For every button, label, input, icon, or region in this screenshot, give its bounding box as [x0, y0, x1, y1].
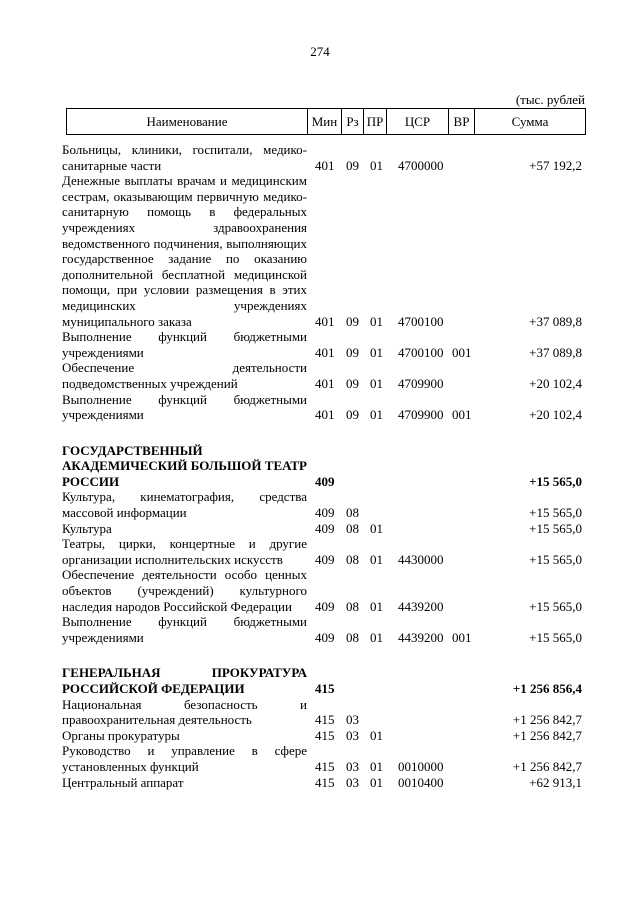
row-name: Выполнение функций бюджетными учреждениями — [62, 391, 307, 423]
row-rz: 03 — [346, 727, 359, 743]
row-min: 401 — [315, 313, 335, 329]
row-min: 401 — [315, 344, 335, 360]
section-gap — [62, 645, 592, 665]
row-name: Больницы, клиники, госпитали, медико-санитарные части — [62, 142, 307, 173]
row-pr: 01 — [370, 598, 383, 614]
column-header-rz: Рз — [342, 109, 364, 135]
row-sum: +20 102,4 — [529, 407, 582, 423]
row-sum: +15 565,0 — [529, 598, 582, 614]
row-min: 409 — [315, 473, 335, 489]
row-name: Обеспечение деятельности особо ценных объектов (учреждений) культурного наследия народов Российской Федерации — [62, 567, 307, 614]
table-row — [62, 392, 592, 423]
row-rz: 03 — [346, 758, 359, 774]
row-min: 415 — [315, 774, 335, 790]
row-min: 401 — [315, 157, 335, 173]
row-sum: +15 565,0 — [529, 505, 582, 521]
row-name: ГЕНЕРАЛЬНАЯ ПРОКУРАТУРА РОССИЙСКОЙ ФЕДЕРАЦИИ — [62, 665, 307, 696]
row-rz: 08 — [346, 629, 359, 645]
row-name: Руководство и управление в сфере установленных функций — [62, 743, 307, 774]
section-header-row — [62, 443, 592, 490]
table-row — [62, 360, 592, 391]
column-header-name: Наименование — [67, 109, 308, 135]
row-rz: 03 — [346, 712, 359, 728]
row-min: 409 — [315, 505, 335, 521]
row-pr: 01 — [370, 313, 383, 329]
row-rz: 08 — [346, 551, 359, 567]
row-vr: 001 — [452, 629, 472, 645]
row-pr: 01 — [370, 520, 383, 536]
column-header-min: Мин — [308, 109, 342, 135]
section-header-row — [62, 665, 592, 696]
row-rz: 03 — [346, 774, 359, 790]
row-min: 409 — [315, 598, 335, 614]
row-name: Денежные выплаты врачам и медицинским сестрам, оказывающим первичную медико-санитарную помощь в федеральных учреждениях здравоохранения ведомственного подчинения, выполняющих государственное задание по оказанию дополнительной бесплатной медицинской помощи, при условии размещения в этих медицинских учреждениях муниципального заказа — [62, 173, 307, 329]
row-sum: +1 256 842,7 — [512, 712, 582, 728]
row-rz: 09 — [346, 313, 359, 329]
row-csr: 4430000 — [398, 551, 444, 567]
page-number: 274 — [310, 44, 330, 59]
row-min: 415 — [315, 758, 335, 774]
table-row — [62, 697, 592, 728]
row-pr: 01 — [370, 407, 383, 423]
table-header — [66, 108, 586, 135]
row-sum: +15 565,0 — [529, 629, 582, 645]
row-sum: +20 102,4 — [529, 375, 582, 391]
table-row — [62, 142, 592, 173]
row-min: 409 — [315, 520, 335, 536]
row-min: 415 — [315, 712, 335, 728]
row-rz: 09 — [346, 157, 359, 173]
row-min: 409 — [315, 551, 335, 567]
row-rz: 09 — [346, 375, 359, 391]
row-csr: 4700100 — [398, 344, 444, 360]
row-sum: +1 256 842,7 — [512, 727, 582, 743]
row-sum: +62 913,1 — [529, 774, 582, 790]
row-name: Национальная безопасность и правоохранительная деятельность — [62, 696, 307, 728]
unit-label: (тыс. рублей — [515, 92, 585, 107]
row-min: 401 — [315, 375, 335, 391]
row-pr: 01 — [370, 727, 383, 743]
table-row — [62, 536, 592, 567]
row-csr: 4439200 — [398, 598, 444, 614]
row-name: ГОСУДАРСТВЕННЫЙ АКАДЕМИЧЕСКИЙ БОЛЬШОЙ ТЕАТР РОССИИ — [62, 442, 307, 489]
row-name: Театры, цирки, концертные и другие организации исполнительских искусств — [62, 536, 307, 567]
row-rz: 08 — [346, 598, 359, 614]
row-min: 415 — [315, 727, 335, 743]
row-vr: 001 — [452, 407, 472, 423]
row-sum: +1 256 856,4 — [512, 681, 582, 696]
row-rz: 08 — [346, 505, 359, 521]
row-sum: +15 565,0 — [529, 473, 582, 489]
row-pr: 01 — [370, 551, 383, 567]
row-sum: +1 256 842,7 — [512, 758, 582, 774]
row-csr: 4700000 — [398, 157, 444, 173]
row-sum: +15 565,0 — [529, 520, 582, 536]
row-rz: 09 — [346, 407, 359, 423]
column-header-csr: ЦСР — [387, 109, 449, 135]
row-name: Центральный аппарат — [62, 774, 184, 790]
table-row — [62, 329, 592, 360]
row-name: Выполнение функций бюджетными учреждениями — [62, 329, 307, 360]
row-csr: 4700100 — [398, 313, 444, 329]
table-row — [62, 743, 592, 774]
row-pr: 01 — [370, 629, 383, 645]
row-min: 401 — [315, 407, 335, 423]
table-row — [62, 173, 592, 329]
row-name: Выполнение функций бюджетными учреждениями — [62, 614, 307, 645]
row-pr: 01 — [370, 157, 383, 173]
row-sum: +37 089,8 — [529, 313, 582, 329]
row-sum: +37 089,8 — [529, 344, 582, 360]
row-name: Обеспечение деятельности подведомственных учреждений — [62, 360, 307, 391]
row-csr: 4709900 — [398, 375, 444, 391]
row-csr: 0010000 — [398, 758, 444, 774]
column-header-pr: ПР — [364, 109, 387, 135]
row-pr: 01 — [370, 758, 383, 774]
section-gap — [62, 423, 592, 443]
row-rz: 09 — [346, 344, 359, 360]
row-sum: +15 565,0 — [529, 551, 582, 567]
row-sum: +57 192,2 — [529, 157, 582, 173]
row-pr: 01 — [370, 774, 383, 790]
table-row — [62, 775, 592, 791]
table-row — [62, 614, 592, 645]
budget-table-body — [62, 142, 592, 790]
row-min: 415 — [315, 681, 335, 696]
row-name: Органы прокуратуры — [62, 727, 180, 743]
column-header-sum: Сумма — [475, 109, 586, 135]
row-vr: 001 — [452, 344, 472, 360]
row-name: Культура, кинематография, средства массовой информации — [62, 489, 307, 521]
row-pr: 01 — [370, 344, 383, 360]
row-rz: 08 — [346, 520, 359, 536]
row-csr: 0010400 — [398, 774, 444, 790]
table-row — [62, 728, 592, 744]
row-csr: 4709900 — [398, 407, 444, 423]
table-row — [62, 521, 592, 537]
column-header-vr: ВР — [449, 109, 475, 135]
row-name: Культура — [62, 520, 112, 536]
table-row — [62, 489, 592, 520]
table-row — [62, 567, 592, 614]
row-csr: 4439200 — [398, 629, 444, 645]
row-min: 409 — [315, 629, 335, 645]
row-pr: 01 — [370, 375, 383, 391]
